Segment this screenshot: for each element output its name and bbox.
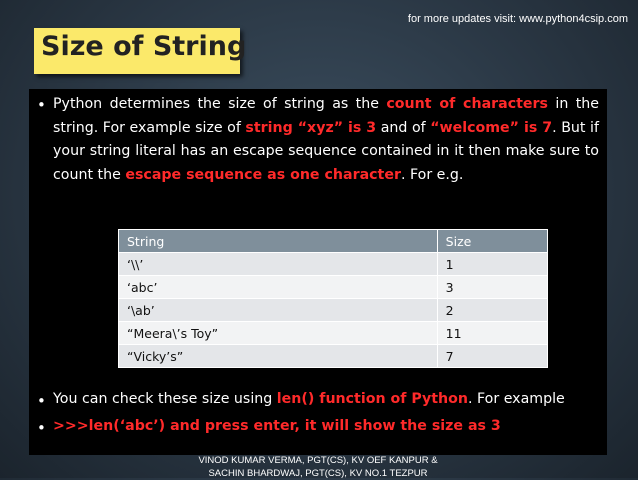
table-cell: 3 (437, 276, 547, 299)
table-row (119, 276, 548, 299)
credit-line: VINOD KUMAR VERMA, PGT(CS), KV OEF KANPUR & (198, 455, 438, 466)
table-cell: ‘\ab’ (119, 299, 438, 322)
highlight-len-example: >>>len(‘abc’) and press enter, it will show the size as 3 (53, 418, 501, 434)
text-run: Python determines the size of string as the (53, 96, 387, 112)
text-run: . But if your string literal has an escape sequence contained in it then make sure to count the (53, 119, 599, 183)
highlight-count-of-characters: count of characters (386, 96, 548, 112)
table-row (119, 322, 548, 345)
table-cell: ‘\\’ (119, 253, 438, 276)
size-table (118, 229, 548, 368)
text-run: in the string. For example size of (53, 96, 599, 136)
content-panel (29, 89, 607, 479)
text-run: and of (376, 119, 431, 136)
column-header-size: Size (437, 230, 547, 253)
bullet-len-example (53, 418, 501, 434)
table-cell: ‘abc’ (119, 276, 438, 299)
text-run: . For e.g. (400, 166, 464, 183)
bullet-size-explanation (53, 93, 599, 187)
table-cell: 7 (437, 345, 547, 368)
highlight-welcome-example: “welcome” is 7 (430, 119, 553, 136)
bullet-marker: • (37, 419, 46, 437)
table-cell: “Meera\’s Toy” (119, 322, 438, 345)
bullet-marker: • (37, 96, 46, 114)
table-row (119, 253, 548, 276)
table-header-row (119, 230, 548, 253)
credit-line: SACHIN BHARDWAJ, PGT(CS), KV NO.1 TEZPUR (208, 468, 428, 479)
table-cell: 1 (437, 253, 547, 276)
text-run: You can check these size using (53, 391, 277, 407)
table-row (119, 299, 548, 322)
table-cell: “Vicky’s” (119, 345, 438, 368)
column-header-string: String (119, 230, 438, 253)
slide-title: Size of String (41, 31, 247, 62)
highlight-len-function: len() function of Python (276, 391, 468, 407)
bullet-len-function (53, 391, 565, 407)
highlight-xyz-example: string “xyz” is 3 (245, 119, 377, 136)
title-banner (34, 28, 247, 74)
bullet-marker: • (37, 392, 46, 410)
table-cell: 2 (437, 299, 547, 322)
website-note: for more updates visit: www.python4csip.com (407, 13, 628, 25)
table-row (119, 345, 548, 368)
table-cell: 11 (437, 322, 547, 345)
author-credit (29, 454, 607, 480)
text-run: . For example (468, 391, 565, 407)
highlight-escape-sequence: escape sequence as one character (125, 166, 401, 183)
